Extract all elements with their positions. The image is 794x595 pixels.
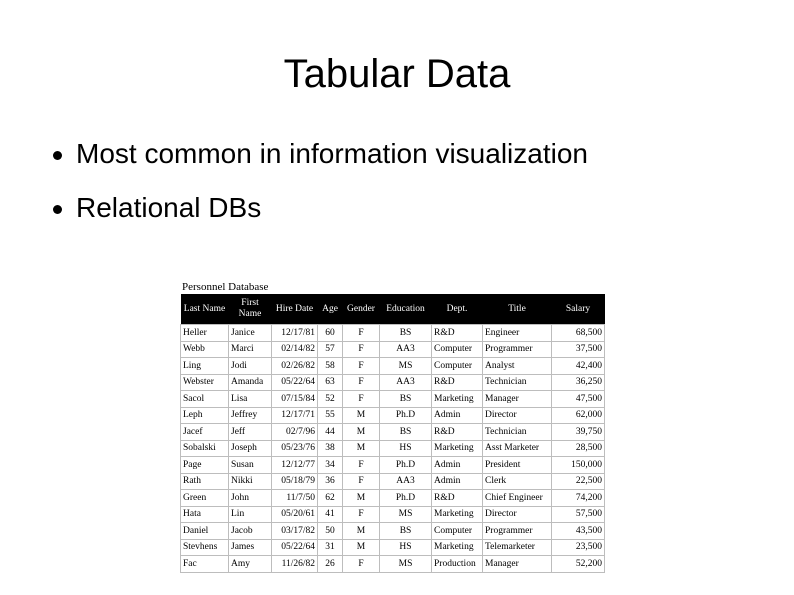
table-row <box>181 341 605 358</box>
table-row <box>181 539 605 556</box>
table-cell: Marci <box>229 341 272 358</box>
table-cell: Chief Engineer <box>483 490 552 507</box>
table-cell: 02/7/96 <box>272 424 318 441</box>
table-cell: F <box>343 506 380 523</box>
table-body <box>181 325 605 573</box>
table-cell: Stevhens <box>181 539 229 556</box>
table-cell: 47,500 <box>552 391 605 408</box>
table-cell: 02/26/82 <box>272 358 318 375</box>
table-row <box>181 424 605 441</box>
table-cell: Technician <box>483 374 552 391</box>
table-cell: F <box>343 325 380 342</box>
table-cell: Webb <box>181 341 229 358</box>
table-cell: Director <box>483 407 552 424</box>
table-cell: Ling <box>181 358 229 375</box>
table-cell: 44 <box>318 424 343 441</box>
table-cell: 39,750 <box>552 424 605 441</box>
table-row <box>181 523 605 540</box>
table-cell: Admin <box>432 457 483 474</box>
table-cell: F <box>343 341 380 358</box>
table-cell: HS <box>380 440 432 457</box>
table-cell: F <box>343 358 380 375</box>
database-caption: Personnel Database <box>182 281 269 293</box>
table-cell: 26 <box>318 556 343 573</box>
bullet-text: Most common in information visualization <box>76 138 588 169</box>
table-cell: Heller <box>181 325 229 342</box>
table-cell: Admin <box>432 407 483 424</box>
table-cell: R&D <box>432 325 483 342</box>
table-cell: 68,500 <box>552 325 605 342</box>
bullet-list <box>53 138 588 246</box>
table-row <box>181 391 605 408</box>
table-cell: 05/22/64 <box>272 539 318 556</box>
table-row <box>181 374 605 391</box>
table-row <box>181 473 605 490</box>
table-cell: 36,250 <box>552 374 605 391</box>
table-cell: BS <box>380 391 432 408</box>
table-cell: Fac <box>181 556 229 573</box>
table-cell: 22,500 <box>552 473 605 490</box>
bullet-dot-icon <box>53 205 62 214</box>
table-cell: Ph.D <box>380 457 432 474</box>
table-row <box>181 358 605 375</box>
table-cell: 60 <box>318 325 343 342</box>
table-cell: Programmer <box>483 341 552 358</box>
table-cell: Manager <box>483 391 552 408</box>
table-row <box>181 440 605 457</box>
table-cell: Page <box>181 457 229 474</box>
table-cell: Programmer <box>483 523 552 540</box>
table-cell: Webster <box>181 374 229 391</box>
table-cell: M <box>343 539 380 556</box>
bullet-text: Relational DBs <box>76 192 262 223</box>
table-cell: Jacob <box>229 523 272 540</box>
table-cell: 12/17/81 <box>272 325 318 342</box>
table-cell: Director <box>483 506 552 523</box>
column-header: First Name <box>229 294 272 325</box>
table-cell: Sacol <box>181 391 229 408</box>
table-cell: 12/17/71 <box>272 407 318 424</box>
table-cell: 74,200 <box>552 490 605 507</box>
table-cell: Amanda <box>229 374 272 391</box>
table-cell: AA3 <box>380 341 432 358</box>
table-cell: Clerk <box>483 473 552 490</box>
table-cell: 02/14/82 <box>272 341 318 358</box>
table-cell: Green <box>181 490 229 507</box>
table-cell: Jeffrey <box>229 407 272 424</box>
table-cell: Hata <box>181 506 229 523</box>
table-cell: Janice <box>229 325 272 342</box>
table-cell: F <box>343 391 380 408</box>
table-row <box>181 325 605 342</box>
table-cell: Ph.D <box>380 407 432 424</box>
personnel-database-figure <box>180 281 605 573</box>
table-cell: Ph.D <box>380 490 432 507</box>
table-cell: F <box>343 556 380 573</box>
column-header: Gender <box>343 294 380 325</box>
table-header-row <box>181 294 605 325</box>
table-cell: Lisa <box>229 391 272 408</box>
table-cell: R&D <box>432 374 483 391</box>
table-cell: Engineer <box>483 325 552 342</box>
table-cell: 63 <box>318 374 343 391</box>
table-cell: President <box>483 457 552 474</box>
table-cell: Leph <box>181 407 229 424</box>
table-cell: F <box>343 374 380 391</box>
table-cell: Jacef <box>181 424 229 441</box>
table-cell: 43,500 <box>552 523 605 540</box>
table-cell: James <box>229 539 272 556</box>
table-cell: Telemarketer <box>483 539 552 556</box>
table-cell: Computer <box>432 523 483 540</box>
table-cell: R&D <box>432 424 483 441</box>
table-cell: 52 <box>318 391 343 408</box>
table-row <box>181 506 605 523</box>
table-cell: 42,400 <box>552 358 605 375</box>
bullet-dot-icon <box>53 151 62 160</box>
table-cell: M <box>343 490 380 507</box>
bullet-item <box>53 192 588 246</box>
table-cell: 150,000 <box>552 457 605 474</box>
table-cell: 05/20/61 <box>272 506 318 523</box>
table-cell: M <box>343 440 380 457</box>
table-cell: 05/22/64 <box>272 374 318 391</box>
table-cell: F <box>343 473 380 490</box>
table-cell: Technician <box>483 424 552 441</box>
table-cell: 05/18/79 <box>272 473 318 490</box>
table-cell: 34 <box>318 457 343 474</box>
table-cell: 03/17/82 <box>272 523 318 540</box>
table-cell: Amy <box>229 556 272 573</box>
table-cell: HS <box>380 539 432 556</box>
table-cell: Computer <box>432 358 483 375</box>
table-cell: Susan <box>229 457 272 474</box>
table-cell: 23,500 <box>552 539 605 556</box>
table-cell: John <box>229 490 272 507</box>
table-cell: Lin <box>229 506 272 523</box>
table-cell: 58 <box>318 358 343 375</box>
table-cell: M <box>343 523 380 540</box>
bullet-item <box>53 138 588 192</box>
table-cell: 50 <box>318 523 343 540</box>
table-cell: 11/7/50 <box>272 490 318 507</box>
slide-title: Tabular Data <box>283 52 511 96</box>
table-cell: Admin <box>432 473 483 490</box>
table-row <box>181 490 605 507</box>
table-cell: AA3 <box>380 473 432 490</box>
column-header: Last Name <box>181 294 229 325</box>
table-cell: 41 <box>318 506 343 523</box>
column-header: Title <box>483 294 552 325</box>
table-cell: 11/26/82 <box>272 556 318 573</box>
table-cell: Manager <box>483 556 552 573</box>
column-header: Age <box>318 294 343 325</box>
table-row <box>181 407 605 424</box>
table-cell: Marketing <box>432 506 483 523</box>
column-header: Salary <box>552 294 605 325</box>
table-cell: M <box>343 424 380 441</box>
table-cell: 57,500 <box>552 506 605 523</box>
table-cell: MS <box>380 358 432 375</box>
table-cell: 07/15/84 <box>272 391 318 408</box>
table-cell: 57 <box>318 341 343 358</box>
table-cell: BS <box>380 424 432 441</box>
personnel-table <box>180 294 605 573</box>
column-header: Dept. <box>432 294 483 325</box>
table-cell: Joseph <box>229 440 272 457</box>
table-cell: Jodi <box>229 358 272 375</box>
table-cell: Marketing <box>432 440 483 457</box>
table-cell: 37,500 <box>552 341 605 358</box>
table-cell: Jeff <box>229 424 272 441</box>
table-cell: Asst Marketer <box>483 440 552 457</box>
table-row <box>181 457 605 474</box>
table-cell: AA3 <box>380 374 432 391</box>
table-cell: 36 <box>318 473 343 490</box>
table-cell: Daniel <box>181 523 229 540</box>
table-cell: R&D <box>432 490 483 507</box>
table-cell: 52,200 <box>552 556 605 573</box>
table-cell: Rath <box>181 473 229 490</box>
table-cell: BS <box>380 325 432 342</box>
table-cell: 12/12/77 <box>272 457 318 474</box>
table-cell: 28,500 <box>552 440 605 457</box>
column-header: Hire Date <box>272 294 318 325</box>
table-cell: 05/23/76 <box>272 440 318 457</box>
table-cell: M <box>343 407 380 424</box>
table-cell: Analyst <box>483 358 552 375</box>
table-cell: Production <box>432 556 483 573</box>
table-cell: Marketing <box>432 539 483 556</box>
table-row <box>181 556 605 573</box>
table-cell: 38 <box>318 440 343 457</box>
table-cell: Nikki <box>229 473 272 490</box>
table-cell: 55 <box>318 407 343 424</box>
table-cell: Marketing <box>432 391 483 408</box>
table-cell: BS <box>380 523 432 540</box>
table-cell: 62 <box>318 490 343 507</box>
table-cell: Sobalski <box>181 440 229 457</box>
table-cell: MS <box>380 556 432 573</box>
table-cell: F <box>343 457 380 474</box>
table-cell: MS <box>380 506 432 523</box>
table-cell: 62,000 <box>552 407 605 424</box>
table-cell: 31 <box>318 539 343 556</box>
table-cell: Computer <box>432 341 483 358</box>
column-header: Education <box>380 294 432 325</box>
